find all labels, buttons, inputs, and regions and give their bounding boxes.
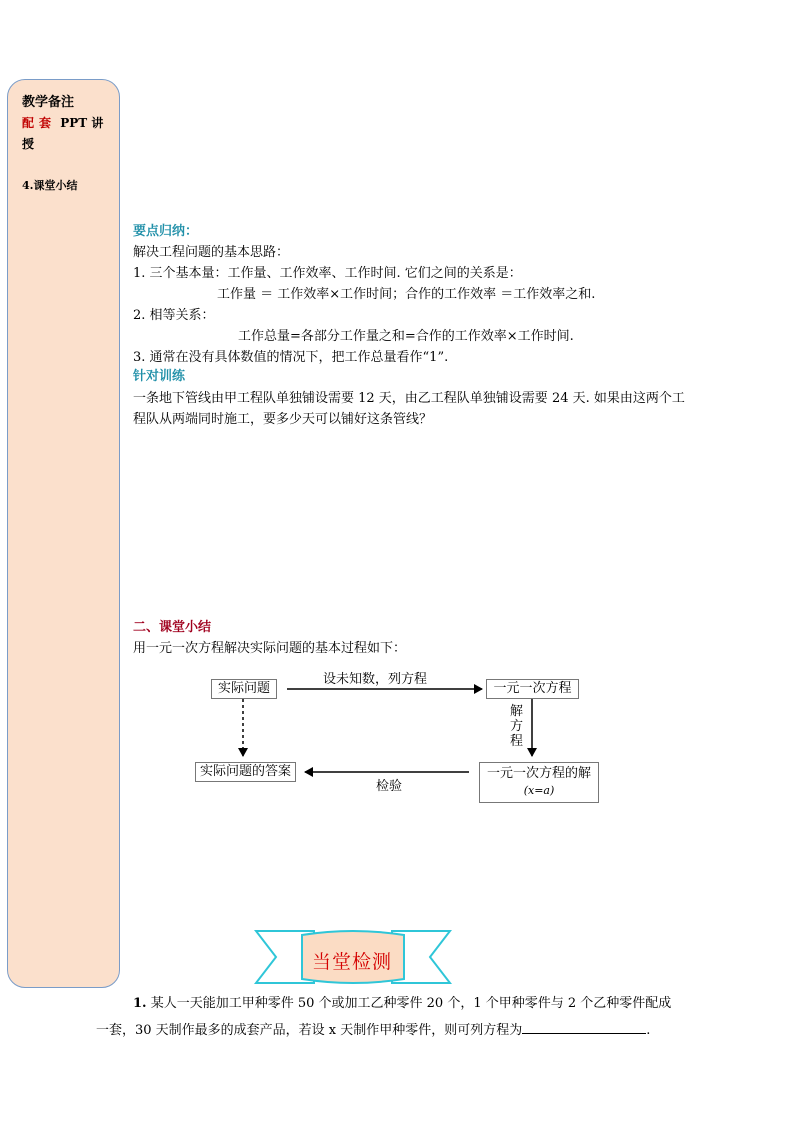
quiz-q1-text-2: 一套，30 天制作最多的成套产品，若设 x 天制作甲种零件，则可列方程为 [96,1023,523,1038]
flow-box-solution [479,762,599,803]
quiz-q1-answer-blank[interactable] [522,1019,646,1034]
quiz-q1-line-2 [96,1019,650,1041]
sidebar-ppt-rest: PPT 讲授 [22,116,104,151]
quiz-q1-text-1: 某人一天能加工甲种零件 50 个或加工乙种零件 20 个，1 个甲种零件与 2 个乙种零件配成 [150,996,672,1011]
quiz-q1-line-1 [133,994,671,1014]
flow-label-check: 检验 [376,779,403,794]
training-heading: 针对训练 [133,369,186,384]
flow-box-solution-label: 一元一次方程的解 [486,766,591,781]
flow-label-setup: 设未知数，列方程 [323,672,428,687]
flow-label-solve: 解方程 [510,704,524,749]
flow-box-answer: 实际问题的答案 [195,762,296,782]
formula-1: 工作量 ＝ 工作效率×工作时间；合作的工作效率 ＝工作效率之和. [217,287,596,302]
quiz-q1-number: 1. [133,996,147,1011]
banner-title: 当堂检测 [311,951,392,973]
flow-box-equation: 一元一次方程 [486,679,579,699]
sidebar-section-label: 4.课堂小结 [22,179,78,192]
sidebar-title: 教学备注 [22,95,75,110]
training-line-1: 一条地下管线由甲工程队单独铺设需要 12 天，由乙工程队单独铺设需要 24 天. 如果由这两个工 [133,391,685,406]
key-points-intro: 解决工程问题的基本思路： [133,245,290,260]
class-summary-heading: 二、课堂小结 [133,620,212,635]
quiz-q1-end: . [646,1023,651,1038]
sidebar-ppt-red: 配套 [22,116,57,130]
formula-2: 工作总量=各部分工作量之和=合作的工作效率×工作时间. [238,329,574,344]
key-point-2: 2. 相等关系： [133,308,215,323]
key-point-3: 3. 通常在没有具体数值的情况下，把工作总量看作“1”. [133,350,449,365]
training-line-2: 程队从两端同时施工，要多少天可以铺好这条管线？ [133,412,433,427]
class-summary-intro: 用一元一次方程解决实际问题的基本过程如下： [133,641,407,656]
key-points-heading: 要点归纳： [133,224,199,239]
flow-box-problem: 实际问题 [211,679,277,699]
flow-box-solution-sub: (x=a) [523,784,555,797]
key-point-1: 1. 三个基本量：工作量、工作效率、工作时间. 它们之间的关系是： [133,266,522,281]
